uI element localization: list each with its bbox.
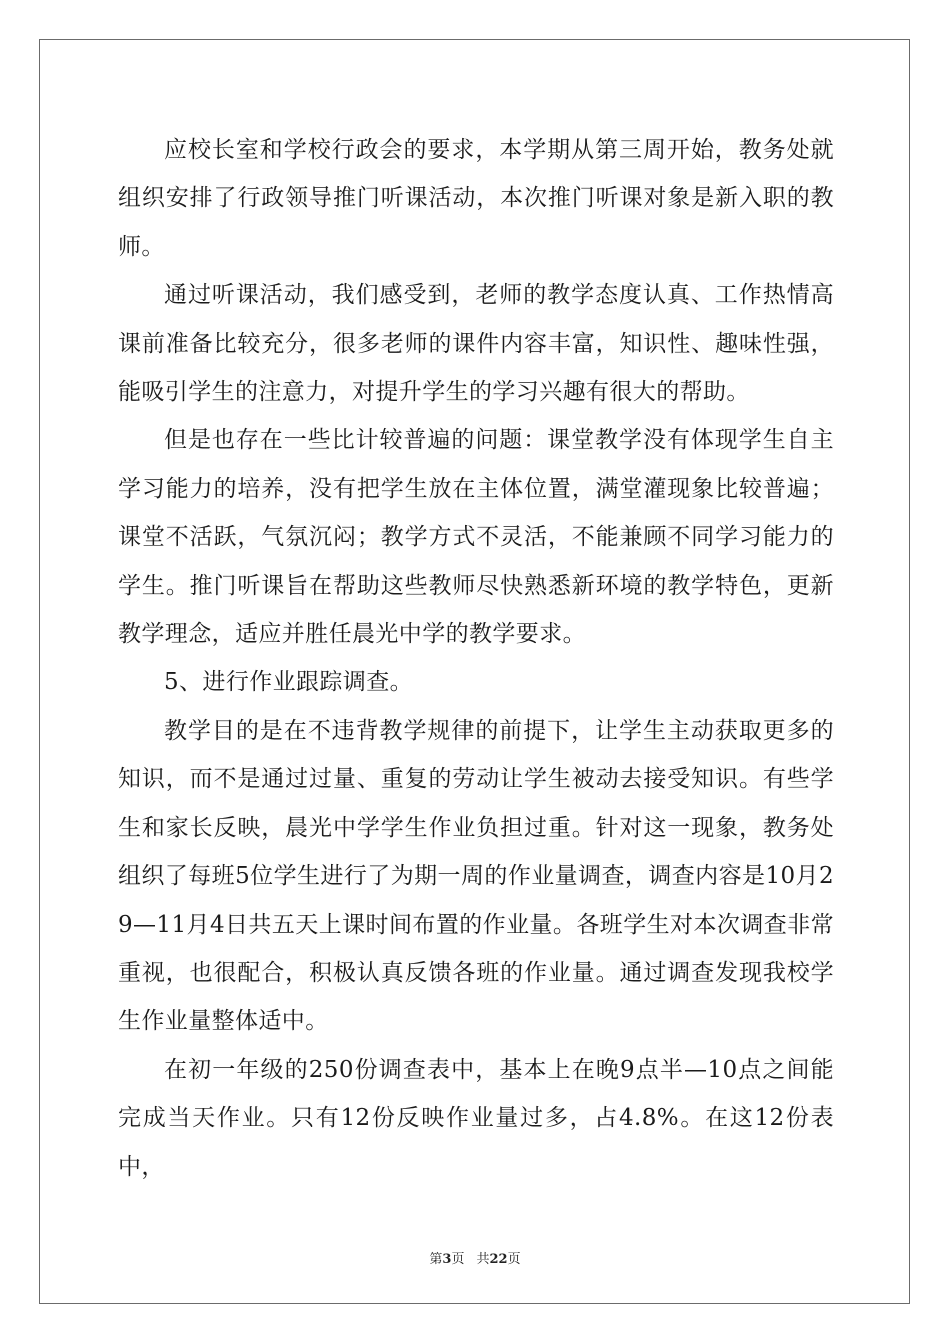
page-number: 3 <box>442 1252 452 1267</box>
section-heading-5: 5、进行作业跟踪调查。 <box>164 669 414 696</box>
paragraph-5: 在初一年级的250份调查表中，基本上在晚9点半—10点之间能完成当天作业。只有12份反映作业量过多，占4.8%。在这12份表中， <box>118 1056 834 1180</box>
document-body <box>118 126 834 1191</box>
paragraph-2: 通过听课活动，我们感受到，老师的教学态度认真、工作热情高课前准备比较充分，很多老师的课件内容丰富，知识性、趣味性强，能吸引学生的注意力，对提升学生的学习兴趣有很大的帮助。 <box>118 282 834 406</box>
total-suffix: 页 <box>507 1252 521 1267</box>
page-footer <box>0 1248 950 1267</box>
page-suffix: 页 <box>451 1252 465 1267</box>
total-prefix: 共 <box>476 1252 490 1267</box>
paragraph-3: 但是也存在一些比计较普遍的问题：课堂教学没有体现学生自主学习能力的培养，没有把学生放在主体位置，满堂灌现象比较普遍；课堂不活跃，气氛沉闷；教学方式不灵活，不能兼顾不同学习能力的学生。推门听课旨在帮助这些教师尽快熟悉新环境的教学特色，更新教学理念，适应并胜任晨光中学的教学要求。 <box>118 427 834 648</box>
page-prefix: 第 <box>429 1252 443 1267</box>
paragraph-4: 教学目的是在不违背教学规律的前提下，让学生主动获取更多的知识，而不是通过过量、重复的劳动让学生被动去接受知识。有些学生和家长反映，晨光中学学生作业负担过重。针对这一现象，教务处组织了每班5位学生进行了为期一周的作业量调查，调查内容是10月29—11月4日共五天上课时间布置的作业量。各班学生对本次调查非常重视，也很配合，积极认真反馈各班的作业量。通过调查发现我校学生作业量整体适中。 <box>118 717 834 1035</box>
paragraph-1: 应校长室和学校行政会的要求，本学期从第三周开始，教务处就组织安排了行政领导推门听课活动，本次推门听课对象是新入职的教师。 <box>118 137 834 260</box>
total-pages: 22 <box>489 1252 508 1267</box>
